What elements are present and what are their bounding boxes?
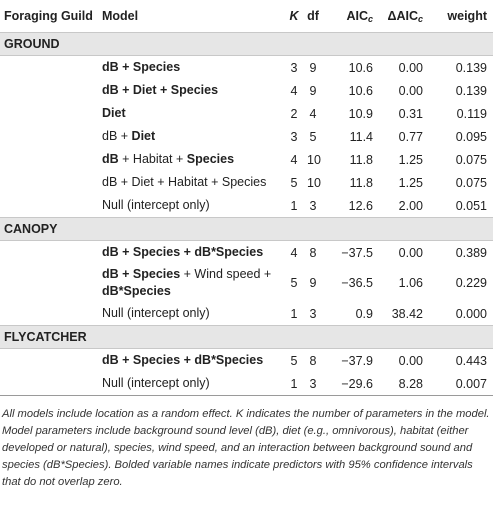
model-term: dB + Species — [102, 267, 181, 281]
model-term: dB*Species — [102, 284, 171, 298]
model-term: + Habitat + — [118, 152, 187, 166]
model-term: Diet — [131, 129, 156, 143]
header-delta-aicc-sub: c — [417, 13, 423, 24]
df-cell: 10 — [307, 175, 321, 190]
aicc-cell: 10.6 — [348, 83, 373, 98]
guild-cell — [0, 125, 98, 148]
weight-cell: 0.051 — [455, 198, 487, 213]
model-term: dB + Diet + Habitat + Species — [102, 175, 267, 189]
weight-cell: 0.007 — [429, 372, 493, 396]
delta-aicc-cell: 1.25 — [398, 152, 423, 167]
model-cell — [98, 56, 285, 80]
model-term: dB + — [102, 129, 132, 143]
table-row — [0, 102, 493, 125]
table-row — [0, 171, 493, 194]
model-cell — [98, 125, 285, 148]
k-cell: 1 — [290, 306, 298, 321]
delta-aicc-cell: 0.31 — [398, 106, 423, 121]
aicc-cell: 10.6 — [348, 60, 373, 75]
df-cell: 3 — [309, 198, 317, 213]
table-row — [0, 264, 493, 302]
header-delta-aicc — [379, 0, 429, 33]
guild-label: FLYCATCHER — [0, 326, 493, 349]
table-footnote: All models include location as a random effect. K indicates the number of parameters in the model. Model parameters include background sound level (dB), diet (e.g., omnivorous), habitat (either developed or natural), species, wind speed, and an interaction between background sound and species (dB*Species). Bolded variable names indicate predictors with 95% confidence intervals that do not overlap zero. — [2, 408, 490, 488]
aicc-cell: −36.5 — [341, 276, 373, 290]
delta-aicc-cell: 0.77 — [398, 129, 423, 144]
delta-aicc-cell: 0.00 — [398, 83, 423, 98]
aicc-cell: 10.9 — [348, 106, 373, 121]
guild-row — [0, 326, 493, 349]
model-term: Species — [186, 152, 235, 166]
model-term: Diet — [102, 106, 126, 120]
df-cell: 3 — [309, 306, 317, 321]
aicc-cell: −37.5 — [341, 245, 373, 260]
weight-cell: 0.095 — [455, 129, 487, 144]
model-cell — [98, 241, 285, 265]
guild-cell — [0, 349, 98, 373]
aicc-cell: 12.6 — [348, 198, 373, 213]
model-term: Null (intercept only) — [102, 376, 210, 390]
df-cell: 10 — [307, 152, 321, 167]
table-row — [0, 302, 493, 326]
header-aicc-sub: c — [367, 13, 373, 24]
aicc-cell: 11.8 — [349, 152, 373, 167]
guild-cell — [0, 194, 98, 218]
model-term: dB + Species + dB*Species — [102, 245, 264, 259]
header-foraging-guild: Foraging Guild — [4, 9, 93, 23]
model-term: dB — [102, 152, 119, 166]
weight-cell: 0.229 — [455, 276, 487, 290]
aicc-cell: −29.6 — [323, 372, 379, 396]
guild-cell — [0, 56, 98, 80]
weight-cell: 0.119 — [456, 106, 487, 121]
k-cell: 4 — [290, 83, 298, 98]
k-cell: 3 — [290, 129, 298, 144]
df-cell: 5 — [309, 129, 317, 144]
table-row — [0, 148, 493, 171]
header-aicc-base: AIC — [346, 8, 368, 23]
guild-row — [0, 218, 493, 241]
delta-aicc-cell: 2.00 — [398, 198, 423, 213]
k-cell: 1 — [285, 372, 303, 396]
model-cell — [98, 302, 285, 326]
table-row — [0, 194, 493, 218]
aicc-cell: 11.8 — [349, 175, 373, 190]
aicc-cell: 11.4 — [349, 129, 373, 144]
df-cell: 9 — [309, 83, 317, 98]
guild-label: GROUND — [0, 33, 493, 56]
guild-cell — [0, 241, 98, 265]
guild-cell — [0, 171, 98, 194]
weight-cell: 0.139 — [455, 83, 487, 98]
df-cell: 9 — [309, 60, 317, 75]
weight-cell: 0.000 — [455, 306, 487, 321]
delta-aicc-cell: 1.25 — [398, 175, 423, 190]
k-cell: 5 — [290, 353, 298, 368]
k-cell: 3 — [290, 60, 298, 75]
delta-aicc-cell: 0.00 — [398, 353, 423, 368]
k-cell: 5 — [290, 276, 298, 290]
model-cell — [98, 194, 285, 218]
header-df: df — [307, 9, 319, 23]
guild-cell — [0, 264, 98, 302]
delta-aicc-cell: 0.00 — [398, 60, 423, 75]
model-term: dB + Diet + Species — [102, 83, 219, 97]
guild-row — [0, 33, 493, 56]
header-weight: weight — [447, 9, 487, 23]
table-row — [0, 372, 493, 396]
table-body — [0, 33, 493, 396]
header-aicc — [323, 0, 379, 33]
aicc-cell: 0.9 — [355, 306, 373, 321]
guild-cell — [0, 302, 98, 326]
header-delta-aicc-base: ΔAIC — [387, 8, 418, 23]
table-row — [0, 241, 493, 265]
k-cell: 2 — [290, 106, 298, 121]
aicc-cell: −37.9 — [341, 353, 373, 368]
guild-cell — [0, 372, 98, 396]
k-cell: 1 — [290, 198, 298, 213]
k-cell: 5 — [290, 175, 298, 190]
model-cell — [98, 264, 285, 302]
df-cell: 9 — [309, 276, 317, 290]
delta-aicc-cell: 8.28 — [379, 372, 429, 396]
df-cell: 8 — [309, 245, 317, 260]
weight-cell: 0.389 — [455, 245, 487, 260]
k-cell: 4 — [290, 245, 298, 260]
model-term: dB + Species + dB*Species — [102, 353, 264, 367]
df-cell: 3 — [303, 372, 323, 396]
table-row — [0, 349, 493, 373]
k-cell: 4 — [290, 152, 298, 167]
df-cell: 4 — [309, 106, 317, 121]
delta-aicc-cell: 1.06 — [398, 276, 423, 290]
model-cell — [98, 102, 285, 125]
guild-label: CANOPY — [0, 218, 493, 241]
model-cell — [98, 349, 285, 373]
model-cell — [98, 148, 285, 171]
table-row — [0, 56, 493, 80]
model-cell — [98, 79, 285, 102]
model-term: + Wind speed + — [180, 267, 272, 281]
weight-cell: 0.075 — [455, 152, 487, 167]
model-term: Null (intercept only) — [102, 306, 210, 320]
header-row — [0, 0, 493, 33]
delta-aicc-cell: 0.00 — [398, 245, 423, 260]
header-k: K — [289, 9, 299, 23]
guild-cell — [0, 79, 98, 102]
table-row — [0, 79, 493, 102]
weight-cell: 0.075 — [455, 175, 487, 190]
model-term: dB + Species — [102, 60, 181, 74]
delta-aicc-cell: 38.42 — [391, 306, 423, 321]
weight-cell: 0.443 — [455, 353, 487, 368]
weight-cell: 0.139 — [455, 60, 487, 75]
header-model: Model — [102, 9, 139, 23]
model-cell — [98, 372, 285, 396]
model-term: Null (intercept only) — [102, 198, 210, 212]
model-cell — [98, 171, 285, 194]
guild-cell — [0, 102, 98, 125]
table-row — [0, 125, 493, 148]
guild-cell — [0, 148, 98, 171]
df-cell: 8 — [309, 353, 317, 368]
